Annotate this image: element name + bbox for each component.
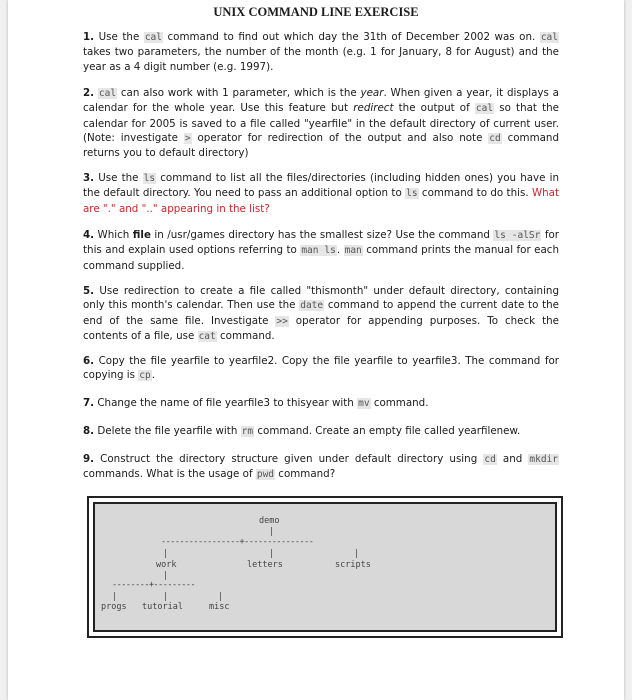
q4-code: man ls [301,245,336,257]
q2-italic: redirect [353,102,394,115]
q3-number: 3. [83,172,95,184]
q8-code: rm [241,426,254,437]
tree-connector: | [163,571,168,581]
q5-text: operator for appending purposes. To check the contents of a file, use [83,314,559,342]
question-6 [83,354,559,384]
directory-tree [93,502,557,632]
q6-number: 6. [83,355,95,367]
tree-node-letters: letters [247,560,283,570]
q4-text: for this and explain used options referring to [83,229,559,257]
document-page [8,0,624,700]
question-1 [83,30,559,74]
tree-connector: | [163,592,168,602]
q3-code: ls [143,173,156,184]
q2-code: > [184,132,191,144]
q2-text: operator for redirection of the output and also note [191,131,489,144]
q4-number: 4. [83,229,95,241]
q5-code: cat [198,330,216,342]
q9-text: Construct the directory structure given under default directory using [94,453,484,465]
tree-connector: --------+--------- [112,580,196,590]
question-3 [83,171,559,216]
q9-code: pwd [256,469,275,481]
tree-node-tutorial: tutorial [142,602,183,612]
q5-text: Use redirection to create a file called "thismonth" under default directory, containing only this month's calendar. Then use the [83,285,559,312]
q4-text: . [336,244,344,257]
tree-connector: | [354,549,359,559]
q2-code: cd [489,132,501,144]
question-4 [83,228,559,273]
q9-code: mkdir [529,454,558,465]
tree-node-root: demo [259,516,280,526]
q2-code: cal [475,103,494,115]
tree-connector: | [112,592,117,602]
q5-code: date [300,300,324,312]
tree-connector: -----------------+--------------- [161,537,314,547]
q4-bold: file [132,229,151,241]
q4-text: command prints the manual for each command supplied. [83,244,559,272]
q3-text: command to do this. [418,187,532,200]
q1-text: command to find out which day the 31th of December 2002 was on. [162,31,540,43]
q3-text: Use the [94,172,143,184]
q8-number: 8. [83,425,95,437]
tree-connector: | [269,527,274,537]
q2-code: cal [98,88,117,99]
page-title: UNIX COMMAND LINE EXERCISE [213,5,419,19]
q5-code: >> [276,315,288,327]
question-5 [83,284,559,344]
q5-number: 5. [83,285,95,297]
question-9 [83,452,559,483]
q1-text: takes two parameters, the number of the month (e.g. 1 for January, 8 for August) and the year as a 4 digit number (e.g. 1997). [83,46,559,73]
q2-text: the output of [393,102,475,115]
q6-code: cp [139,370,151,382]
q2-text: so that the calendar for 2005 is saved to a file called "yearfile" in the default directory of current user. (Note: investigate [83,102,559,144]
tree-connector: | [218,592,223,602]
tree-connector: | [163,549,168,559]
q1-code: cal [144,32,162,43]
q2-text: command returns you to default directory) [83,131,559,160]
q3-code: ls [406,188,418,200]
q4-text: Which [94,229,133,241]
question-2 [83,86,559,160]
q1-number: 1. [83,31,95,43]
q9-number: 9. [83,453,95,465]
q8-text: Delete the file yearfile with [94,425,241,437]
q9-text: commands. What is the usage of [83,468,256,481]
q9-code: cd [484,454,496,465]
q1-code: cal [540,32,558,43]
q4-code: man [344,245,362,257]
q5-text: command to append the current date to the end of the same file. Investigate [83,299,560,327]
question-8 [83,424,559,439]
tree-node-work: work [156,560,177,570]
tree-connector: | [269,549,274,559]
q6-text: Copy the file yearfile to yearfile2. Copy the file yearfile to yearfile3. The command for copying is [83,355,559,382]
tree-node-scripts: scripts [335,560,371,570]
q2-number: 2. [83,87,95,99]
q4-code: ls -alSr [494,230,541,241]
q2-italic: year [360,87,384,99]
q2-text: . When given a year, it displays a calendar for the whole year. Use this feature but [83,87,559,115]
q5-text: command. [216,329,275,342]
q6-text: . [151,369,156,382]
q4-text: in /usr/games directory has the smallest size? Use the command [150,229,494,241]
q1-text: Use the [94,31,144,43]
tree-node-progs: progs [101,602,127,612]
q7-text: Change the name of file yearfile3 to thisyear with [94,397,358,409]
tree-node-misc: misc [209,602,230,612]
q9-text: command? [275,468,336,481]
q8-text: command. Create an empty file called yearfilenew. [254,425,521,437]
q3-highlight: What are "." and ".." appearing in the list? [83,187,560,215]
q7-number: 7. [83,397,95,409]
directory-tree-figure [87,496,563,638]
q3-text: command to list all the files/directories (including hidden ones) you have in the default directory. You need to pass an additional option to [83,172,559,200]
q9-text: and [496,453,529,465]
q7-code: mv [358,398,370,409]
question-7 [83,396,559,411]
q7-text: command. [370,397,429,409]
q2-text: can also work with 1 parameter, which is the [117,87,361,99]
